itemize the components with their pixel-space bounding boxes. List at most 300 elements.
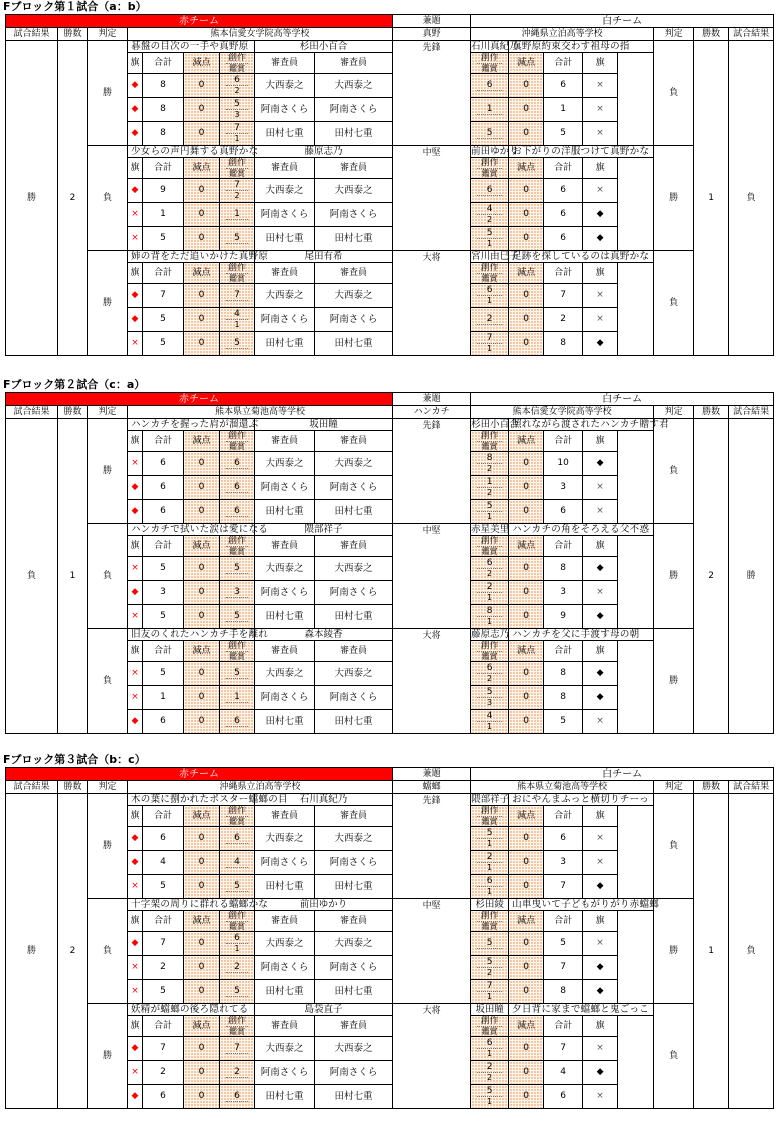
kansho-score: 2	[487, 215, 493, 224]
sousaku-kansho-header	[471, 536, 509, 557]
red-judges-header: 審査員	[255, 641, 315, 662]
cross-icon: ×	[583, 308, 618, 332]
kansho-label: 鑑賞	[481, 273, 498, 283]
white-poet-name: 杉田小百合	[471, 419, 519, 430]
red-total-header: 合計	[143, 263, 184, 284]
cross-icon: ×	[128, 662, 143, 686]
sousaku-score: 6	[226, 507, 248, 517]
red-total-score: 7	[143, 1037, 184, 1061]
red-judge-name: 阿南さくら	[255, 686, 315, 710]
white-total-header: 合計	[544, 536, 583, 557]
white-deduct-header: 減点	[509, 911, 544, 932]
red-judge-name: 田村七重	[255, 122, 315, 146]
white-match-result: 負	[729, 41, 774, 356]
sousaku-score: 4	[477, 712, 502, 722]
white-sousaku-kansho	[471, 875, 509, 899]
red-haiku: 碁盤の目次の一手や真野原	[128, 41, 255, 53]
kansho-score: 2	[487, 488, 493, 497]
red-sousaku-kansho	[220, 452, 255, 476]
white-haiku: 足跡を探しているのは真野かな	[509, 251, 654, 263]
red-sousaku-kansho	[220, 284, 255, 308]
white-result-header: 試合結果	[729, 28, 774, 41]
bout-position: 中堅	[393, 146, 471, 251]
sousaku-score: 4	[226, 310, 248, 320]
red-deduction: 0	[184, 284, 220, 308]
white-judge-name: 阿南さくら	[315, 203, 393, 227]
white-sousaku-kansho	[471, 452, 509, 476]
red-result-header: 試合結果	[6, 781, 58, 794]
red-deduction: 0	[184, 122, 220, 146]
white-judge-name: 阿南さくら	[315, 956, 393, 980]
theme-header: 兼題	[393, 393, 471, 406]
cross-icon: ×	[583, 827, 618, 851]
red-total-score: 5	[143, 875, 184, 899]
sousaku-score: 5	[477, 688, 502, 698]
sousaku-label: 創作	[477, 912, 502, 922]
sousaku-label: 創作	[477, 432, 502, 442]
white-flag-header: 旗	[583, 1016, 618, 1037]
white-bout-judgement: 勝	[654, 899, 694, 1004]
red-diamond-icon: ◆	[128, 98, 143, 122]
sousaku-score: 4	[226, 858, 248, 868]
red-sousaku-kansho	[220, 557, 255, 581]
white-team-header: 白チーム	[471, 15, 774, 28]
white-total-header: 合計	[544, 263, 583, 284]
red-diamond-icon: ◆	[128, 308, 143, 332]
white-judge-name: 阿南さくら	[315, 98, 393, 122]
white-result-header: 試合結果	[729, 406, 774, 419]
kansho-label: 鑑賞	[481, 546, 498, 556]
kansho-label: 鑑賞	[481, 816, 498, 826]
bout-position: 大将	[393, 629, 471, 734]
red-deduct-header: 減点	[184, 1016, 220, 1037]
red-deduct-header: 減点	[184, 263, 220, 284]
red-deduct-header: 減点	[184, 158, 220, 179]
kansho-label: 鑑賞	[481, 651, 498, 661]
sousaku-label: 創作	[477, 807, 502, 817]
white-total-score: 3	[544, 581, 583, 605]
sousaku-label: 創作	[227, 535, 246, 546]
white-sousaku-kansho	[471, 581, 509, 605]
cross-icon: ×	[128, 686, 143, 710]
cross-icon: ×	[583, 284, 618, 308]
white-total-score: 4	[544, 1061, 583, 1085]
white-total-score: 8	[544, 662, 583, 686]
match-title: Fブロック第３試合（b：c）	[3, 753, 146, 766]
red-total-header: 合計	[143, 641, 184, 662]
red-wins-header: 勝数	[58, 406, 88, 419]
sousaku-score: 5	[477, 939, 502, 949]
white-total-score: 2	[544, 308, 583, 332]
sousaku-score: 6	[477, 1039, 502, 1049]
cross-icon: ×	[583, 1037, 618, 1061]
sousaku-label: 創作	[477, 159, 502, 169]
white-total-score: 8	[544, 332, 583, 356]
white-judge-name: 大西泰之	[315, 1037, 393, 1061]
cross-icon: ×	[128, 332, 143, 356]
white-deduction: 0	[509, 98, 544, 122]
bout-position: 先鋒	[393, 794, 471, 899]
white-total-score: 6	[544, 500, 583, 524]
red-total-score: 6	[143, 710, 184, 734]
red-school-name: 熊本信愛女学院高等学校	[128, 28, 393, 41]
kansho-label: 鑑賞	[481, 63, 498, 73]
red-deduction: 0	[184, 476, 220, 500]
red-team-header: 赤チーム	[6, 393, 393, 406]
white-sousaku-kansho	[471, 98, 509, 122]
white-flag-header: 旗	[583, 911, 618, 932]
red-bout-judgement: 負	[88, 899, 128, 1004]
sousaku-label: 創作	[477, 642, 502, 652]
white-match-result: 勝	[729, 419, 774, 734]
sousaku-score: 6	[226, 1092, 248, 1102]
white-total-score: 6	[544, 179, 583, 203]
white-team-header: 白チーム	[471, 768, 774, 781]
sousaku-kansho-header	[220, 536, 255, 557]
sousaku-score: 5	[226, 987, 248, 997]
red-match-result: 勝	[6, 41, 58, 356]
kansho-score: 2	[487, 968, 493, 977]
white-judges-header: 審査員	[315, 263, 393, 284]
red-deduction: 0	[184, 932, 220, 956]
red-diamond-icon: ◆	[128, 851, 143, 875]
white-deduction: 0	[509, 557, 544, 581]
red-haiku: ハンカチで拭いた涙は愛になる	[128, 524, 255, 536]
red-total-score: 5	[143, 308, 184, 332]
red-sousaku-kansho	[220, 122, 255, 146]
kansho-score: 1	[487, 887, 493, 896]
white-school-name: 熊本県立菊池高等学校	[471, 781, 654, 794]
white-deduct-header: 減点	[509, 53, 544, 74]
theme-header: 兼題	[393, 768, 471, 781]
red-deduct-header: 減点	[184, 641, 220, 662]
white-sousaku-kansho	[471, 332, 509, 356]
red-total-score: 1	[143, 203, 184, 227]
red-judge-name: 田村七重	[255, 875, 315, 899]
white-deduction: 0	[509, 1085, 544, 1109]
white-judges-header: 審査員	[315, 536, 393, 557]
sousaku-score: 5	[226, 100, 248, 110]
white-judge-name: 田村七重	[315, 605, 393, 629]
red-total-score: 5	[143, 557, 184, 581]
red-deduction: 0	[184, 581, 220, 605]
kansho-label: 鑑賞	[481, 168, 498, 178]
sousaku-label: 創作	[227, 430, 246, 441]
white-bout-judgement: 勝	[654, 629, 694, 734]
red-judge-name: 阿南さくら	[255, 476, 315, 500]
white-total-header: 合計	[544, 431, 583, 452]
white-team-header: 白チーム	[471, 393, 774, 406]
sousaku-score: 6	[226, 934, 248, 944]
white-total-score: 6	[544, 227, 583, 251]
red-judge-header: 判定	[88, 781, 128, 794]
red-flag-header: 旗	[128, 431, 143, 452]
cross-icon: ×	[128, 605, 143, 629]
white-deduct-header: 減点	[509, 1016, 544, 1037]
red-deduction: 0	[184, 1037, 220, 1061]
white-judge-name: 田村七重	[315, 227, 393, 251]
sousaku-score: 8	[477, 607, 502, 617]
white-sousaku-kansho	[471, 932, 509, 956]
kansho-label: 鑑賞	[229, 63, 245, 73]
red-total-header: 合計	[143, 911, 184, 932]
sousaku-kansho-header	[220, 1016, 255, 1037]
red-win-count: 1	[58, 419, 88, 734]
white-poet-name: 宮川由巳子	[471, 251, 519, 262]
kansho-label: 鑑賞	[229, 816, 245, 826]
red-diamond-icon: ◆	[583, 227, 618, 251]
red-deduction: 0	[184, 605, 220, 629]
red-total-score: 5	[143, 605, 184, 629]
kansho-score: 1	[234, 944, 240, 953]
white-total-header: 合計	[544, 1016, 583, 1037]
red-sousaku-kansho	[220, 1061, 255, 1085]
red-deduction: 0	[184, 827, 220, 851]
white-judge-name: 大西泰之	[315, 932, 393, 956]
kansho-score: 1	[487, 617, 493, 626]
theme-header: 兼題	[393, 15, 471, 28]
red-result-header: 試合結果	[6, 28, 58, 41]
red-bout-judgement: 勝	[88, 251, 128, 356]
white-sousaku-kansho	[471, 980, 509, 1004]
red-total-header: 合計	[143, 431, 184, 452]
red-diamond-icon: ◆	[128, 710, 143, 734]
white-total-score: 7	[544, 956, 583, 980]
kansho-label: 鑑賞	[481, 1026, 498, 1036]
red-diamond-icon: ◆	[583, 557, 618, 581]
red-sousaku-kansho	[220, 179, 255, 203]
kansho-label: 鑑賞	[229, 168, 245, 178]
sousaku-score: 6	[226, 717, 248, 727]
red-total-score: 6	[143, 500, 184, 524]
theme-value: 真野	[393, 28, 471, 41]
white-poet-name: 赤星美里	[471, 524, 510, 535]
white-judges-header: 審査員	[315, 158, 393, 179]
red-judge-name: 田村七重	[255, 1085, 315, 1109]
white-judge-name: 阿南さくら	[315, 686, 393, 710]
white-total-score: 1	[544, 98, 583, 122]
white-deduction: 0	[509, 1037, 544, 1061]
white-deduction: 0	[509, 203, 544, 227]
red-judge-name: 田村七重	[255, 605, 315, 629]
red-poet-name: 前田ゆかり	[255, 899, 393, 911]
red-total-score: 5	[143, 980, 184, 1004]
sousaku-label: 創作	[227, 157, 246, 168]
red-wins-header: 勝数	[58, 781, 88, 794]
white-total-score: 5	[544, 932, 583, 956]
red-total-score: 3	[143, 581, 184, 605]
white-judges-header: 審査員	[315, 911, 393, 932]
red-judge-name: 阿南さくら	[255, 203, 315, 227]
red-sousaku-kansho	[220, 932, 255, 956]
kansho-label: 鑑賞	[229, 546, 245, 556]
white-sousaku-kansho	[471, 203, 509, 227]
sousaku-score: 6	[477, 81, 502, 91]
sousaku-score: 5	[226, 234, 248, 244]
sousaku-kansho-header	[471, 263, 509, 284]
white-sousaku-kansho	[471, 1085, 509, 1109]
red-judge-name: 阿南さくら	[255, 308, 315, 332]
red-deduction: 0	[184, 980, 220, 1004]
cross-icon: ×	[128, 557, 143, 581]
sousaku-score: 1	[226, 210, 248, 220]
sousaku-kansho-header	[471, 641, 509, 662]
red-total-score: 8	[143, 98, 184, 122]
red-diamond-icon: ◆	[128, 827, 143, 851]
red-total-header: 合計	[143, 806, 184, 827]
bout-position: 先鋒	[393, 41, 471, 146]
sousaku-score: 5	[226, 882, 248, 892]
white-total-score: 7	[544, 284, 583, 308]
white-wins-header: 勝数	[694, 781, 729, 794]
white-total-header: 合計	[544, 806, 583, 827]
sousaku-score: 6	[477, 559, 502, 569]
red-school-name: 沖縄県立泊高等学校	[128, 781, 393, 794]
kansho-score: 1	[487, 1097, 493, 1106]
sousaku-label: 創作	[477, 54, 502, 64]
cross-icon: ×	[583, 1085, 618, 1109]
red-bout-judgement: 勝	[88, 419, 128, 524]
white-haiku: おにやんまふっと横切りチーっ	[509, 794, 654, 806]
sousaku-score: 2	[477, 583, 502, 593]
white-total-score: 6	[544, 1085, 583, 1109]
red-judge-name: 阿南さくら	[255, 956, 315, 980]
sousaku-kansho-header	[471, 911, 509, 932]
sousaku-score: 8	[477, 454, 502, 464]
red-team-header: 赤チーム	[6, 768, 393, 781]
red-match-result: 勝	[6, 794, 58, 1109]
kansho-label: 鑑賞	[229, 651, 245, 661]
white-poet-name: 石川真紀乃	[471, 41, 519, 52]
white-sousaku-kansho	[471, 662, 509, 686]
white-deduction: 0	[509, 332, 544, 356]
red-haiku: 少女らの声円舞する真野かな	[128, 146, 255, 158]
red-judges-header: 審査員	[255, 911, 315, 932]
sousaku-score: 2	[226, 1068, 248, 1078]
white-deduction: 0	[509, 956, 544, 980]
red-flag-header: 旗	[128, 806, 143, 827]
sousaku-label: 創作	[227, 262, 246, 273]
red-total-score: 9	[143, 179, 184, 203]
white-sousaku-kansho	[471, 284, 509, 308]
red-poet-name: 島袋直子	[255, 1004, 393, 1016]
red-total-score: 6	[143, 452, 184, 476]
white-flag-header: 旗	[583, 806, 618, 827]
white-judge-name: 田村七重	[315, 980, 393, 1004]
bout-position: 大将	[393, 251, 471, 356]
white-judge-name: 田村七重	[315, 500, 393, 524]
red-poet-name: 尾田有希	[255, 251, 393, 263]
kansho-score: 3	[487, 698, 493, 707]
white-wins-header: 勝数	[694, 28, 729, 41]
white-judge-name: 阿南さくら	[315, 476, 393, 500]
red-poet-name: 藤原志乃	[255, 146, 393, 158]
red-deduction: 0	[184, 203, 220, 227]
sousaku-score: 5	[477, 1087, 502, 1097]
red-judge-name: 阿南さくら	[255, 851, 315, 875]
white-judges-header: 審査員	[315, 806, 393, 827]
white-bout-judgement: 負	[654, 251, 694, 356]
white-haiku: 真野原約束交わす祖母の指	[509, 41, 654, 53]
white-bout-judgement: 勝	[654, 146, 694, 251]
red-result-header: 試合結果	[6, 406, 58, 419]
white-deduction: 0	[509, 932, 544, 956]
theme-value: ハンカチ	[393, 406, 471, 419]
white-deduction: 0	[509, 851, 544, 875]
sousaku-score: 5	[477, 229, 502, 239]
sousaku-score: 6	[477, 877, 502, 887]
red-deduction: 0	[184, 74, 220, 98]
red-diamond-icon: ◆	[128, 1037, 143, 1061]
red-deduction: 0	[184, 308, 220, 332]
red-poet-name: 森本綾香	[255, 629, 393, 641]
white-deduction: 0	[509, 980, 544, 1004]
sousaku-kansho-header	[471, 431, 509, 452]
red-flag-header: 旗	[128, 1016, 143, 1037]
cross-icon: ×	[128, 227, 143, 251]
white-deduction: 0	[509, 686, 544, 710]
white-judge-name: 大西泰之	[315, 452, 393, 476]
red-school-name: 熊本県立菊池高等学校	[128, 406, 393, 419]
sousaku-score: 2	[477, 853, 502, 863]
red-sousaku-kansho	[220, 827, 255, 851]
red-diamond-icon: ◆	[583, 605, 618, 629]
red-bout-judgement: 負	[88, 146, 128, 251]
red-judge-name: 大西泰之	[255, 74, 315, 98]
red-deduct-header: 減点	[184, 536, 220, 557]
red-deduction: 0	[184, 452, 220, 476]
white-sousaku-kansho	[471, 308, 509, 332]
cross-icon: ×	[583, 851, 618, 875]
white-total-score: 6	[544, 827, 583, 851]
white-flag-header: 旗	[583, 263, 618, 284]
kansho-score: 2	[487, 569, 493, 578]
white-total-score: 7	[544, 1037, 583, 1061]
red-deduction: 0	[184, 1061, 220, 1085]
red-haiku: 十字架の周りに群れる蟷螂かな	[128, 899, 255, 911]
sousaku-score: 5	[477, 829, 502, 839]
sousaku-score: 2	[477, 1063, 502, 1073]
white-deduction: 0	[509, 227, 544, 251]
cross-icon: ×	[583, 98, 618, 122]
white-judge-name: 阿南さくら	[315, 308, 393, 332]
red-diamond-icon: ◆	[583, 452, 618, 476]
red-sousaku-kansho	[220, 581, 255, 605]
white-deduction: 0	[509, 476, 544, 500]
kansho-score: 1	[487, 296, 493, 305]
white-sousaku-kansho	[471, 227, 509, 251]
sousaku-label: 創作	[227, 910, 246, 921]
white-total-score: 8	[544, 557, 583, 581]
red-total-score: 7	[143, 284, 184, 308]
white-judge-name: 田村七重	[315, 875, 393, 899]
red-sousaku-kansho	[220, 98, 255, 122]
sousaku-score: 1	[477, 478, 502, 488]
red-sousaku-kansho	[220, 686, 255, 710]
sousaku-kansho-header	[471, 806, 509, 827]
red-judges-header: 審査員	[255, 431, 315, 452]
kansho-score: 2	[234, 86, 240, 95]
cross-icon: ×	[128, 875, 143, 899]
red-sousaku-kansho	[220, 1085, 255, 1109]
red-diamond-icon: ◆	[583, 956, 618, 980]
white-win-count: 1	[694, 794, 729, 1109]
sousaku-score: 1	[226, 693, 248, 703]
white-haiku: 山車曳いて子どもがりがり赤蟷螂	[509, 899, 654, 911]
white-sousaku-kansho	[471, 557, 509, 581]
red-poet-name: 隈部祥子	[255, 524, 393, 536]
red-diamond-icon: ◆	[583, 662, 618, 686]
